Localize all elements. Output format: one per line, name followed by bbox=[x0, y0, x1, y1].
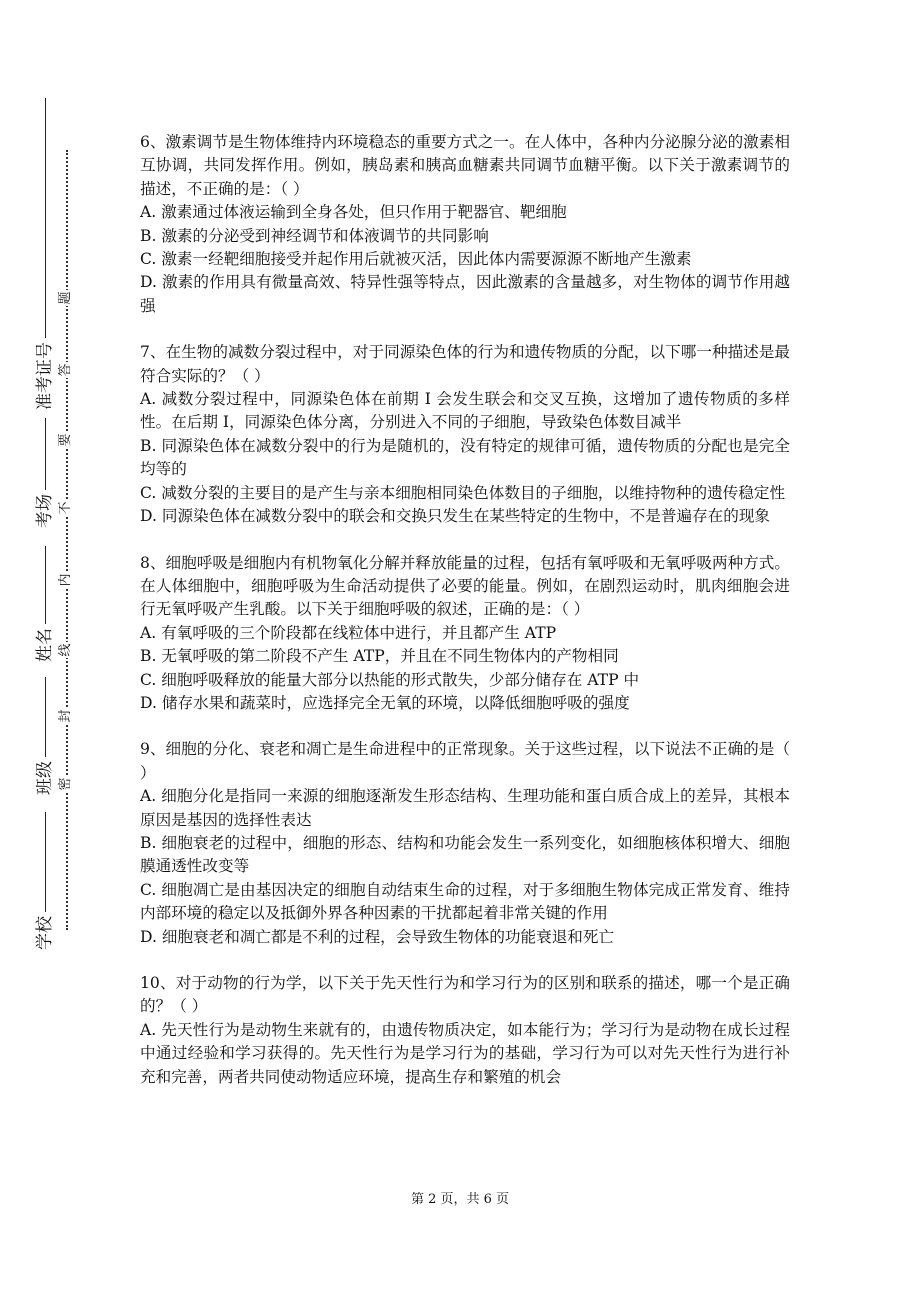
option-a: A. 激素通过体液运输到全身各处，但只作用于靶器官、靶细胞 bbox=[140, 203, 567, 222]
fill-in-line bbox=[45, 546, 46, 624]
question-list bbox=[140, 131, 790, 1112]
option-a: A. 减数分裂过程中，同源染色体在前期 I 会发生联会和交叉互换，这增加了遗传物质的多样性。在后期 I，同源染色体分离，分别进入不同的子细胞，导致染色体数目减半 bbox=[140, 390, 790, 432]
question-9 bbox=[140, 738, 790, 949]
option-a: A. 有氧呼吸的三个阶段都在线粒体中进行，并且都产生 ATP bbox=[140, 623, 557, 642]
binding-field-exam-room bbox=[30, 418, 55, 528]
binding-field-name bbox=[30, 546, 55, 662]
option-b: B. 激素的分泌受到神经调节和体液调节的共同影响 bbox=[140, 226, 489, 245]
seal-char: 内 bbox=[58, 573, 73, 587]
option-d: D. 细胞衰老和凋亡都是不利的过程，会导致生物体的功能衰退和死亡 bbox=[140, 927, 615, 946]
question-7 bbox=[140, 341, 790, 528]
binding-field-label: 学校 bbox=[35, 916, 55, 950]
option-b: B. 同源染色体在减数分裂中的行为是随机的，没有特定的规律可循，遗传物质的分配也是完全均等的 bbox=[140, 436, 790, 479]
binding-field-exam-number bbox=[30, 98, 55, 410]
binding-field-label: 准考证号 bbox=[35, 342, 55, 410]
question-stem: 6、激素调节是生物体维持内环境稳态的重要方式之一。在人体中，各种内分泌腺分泌的激素相互协调，共同发挥作用。例如，胰岛素和胰高血糖素共同调节血糖平衡。以下关于激素调节的描述，不正确的是：（ ） bbox=[140, 133, 790, 198]
binding-margin bbox=[0, 0, 110, 1302]
binding-field-label: 班级 bbox=[35, 761, 55, 795]
option-b: B. 无氧呼吸的第二阶段不产生 ATP，并且在不同生物体内的产物相同 bbox=[140, 647, 619, 666]
seal-char: 封 bbox=[58, 709, 73, 723]
option-b: B. 细胞衰老的过程中，细胞的形态、结构和功能会发生一系列变化，如细胞核体积增大、细胞膜通透性改变等 bbox=[140, 833, 790, 876]
question-6 bbox=[140, 131, 790, 318]
binding-field-class bbox=[30, 677, 55, 795]
fill-in-line bbox=[45, 677, 46, 757]
fill-in-line bbox=[45, 418, 46, 490]
option-d: D. 储存水果和蔬菜时，应选择完全无氧的环境，以降低细胞呼吸的强度 bbox=[140, 693, 630, 712]
question-stem: 10、对于动物的行为学，以下关于先天性行为和学习行为的区别和联系的描述，哪一个是正确的？（ ） bbox=[140, 974, 790, 1016]
question-stem: 9、细胞的分化、衰老和凋亡是生命进程中的正常现象。关于这些过程，以下说法不正确的是（ ） bbox=[140, 740, 790, 782]
question-stem: 8、细胞呼吸是细胞内有机物氧化分解并释放能量的过程，包括有氧呼吸和无氧呼吸两种方式。在人体细胞中，细胞呼吸为生命活动提供了必要的能量。例如，在剧烈运动时，肌肉细胞会进行无氧呼吸产生乳酸。以下关于细胞呼吸的叙述，正确的是：（ ） bbox=[140, 553, 790, 619]
fill-in-line bbox=[45, 98, 46, 338]
seal-char: 题 bbox=[58, 291, 73, 305]
seal-char: 要 bbox=[58, 433, 73, 447]
fill-in-line bbox=[45, 812, 46, 912]
page-footer: 第 2 页，共 6 页 bbox=[410, 1192, 510, 1207]
seal-char: 答 bbox=[58, 363, 73, 377]
binding-field-school bbox=[30, 812, 55, 950]
option-d: D. 同源染色体在减数分裂中的联会和交换只发生在某些特定的生物中，不是普遍存在的现象 bbox=[140, 507, 771, 526]
option-c: C. 激素一经靶细胞接受并起作用后就被灭活，因此体内需要源源不断地产生激素 bbox=[140, 250, 692, 269]
option-c: C. 细胞呼吸释放的能量大部分以热能的形式散失，少部分储存在 ATP 中 bbox=[140, 670, 640, 689]
option-a: A. 细胞分化是指同一来源的细胞逐渐发生形态结构、生理功能和蛋白质合成上的差异，其根本原因是基因的选择性表达 bbox=[140, 787, 790, 829]
question-8 bbox=[140, 552, 790, 716]
option-c: C. 减数分裂的主要目的是产生与亲本细胞相同染色体数目的子细胞，以维持物种的遗传稳定性 bbox=[140, 483, 786, 502]
binding-field-label: 姓名 bbox=[35, 628, 55, 662]
seal-char: 密 bbox=[58, 777, 73, 791]
seal-char: 线 bbox=[58, 643, 73, 657]
seal-char: 不 bbox=[58, 501, 73, 515]
question-10 bbox=[140, 972, 790, 1089]
seal-dotted-line bbox=[66, 150, 68, 930]
question-stem: 7、在生物的减数分裂过程中，对于同源染色体的行为和遗传物质的分配，以下哪一种描述是最符合实际的？（ ） bbox=[140, 343, 790, 385]
option-d: D. 激素的作用具有微量高效、特异性强等特点，因此激素的含量越多，对生物体的调节作用越强 bbox=[140, 273, 790, 315]
binding-field-label: 考场 bbox=[35, 494, 55, 528]
option-c: C. 细胞凋亡是由基因决定的细胞自动结束生命的过程，对于多细胞生物体完成正常发育、维持内部环境的稳定以及抵御外界各种因素的干扰都起着非常关键的作用 bbox=[140, 880, 790, 923]
option-a: A. 先天性行为是动物生来就有的，由遗传物质决定，如本能行为；学习行为是动物在成长过程中通过经验和学习获得的。先天性行为是学习行为的基础，学习行为可以对先天性行为进行补充和完善，两者共同使动物适应环境，提高生存和繁殖的机会 bbox=[140, 1020, 790, 1086]
